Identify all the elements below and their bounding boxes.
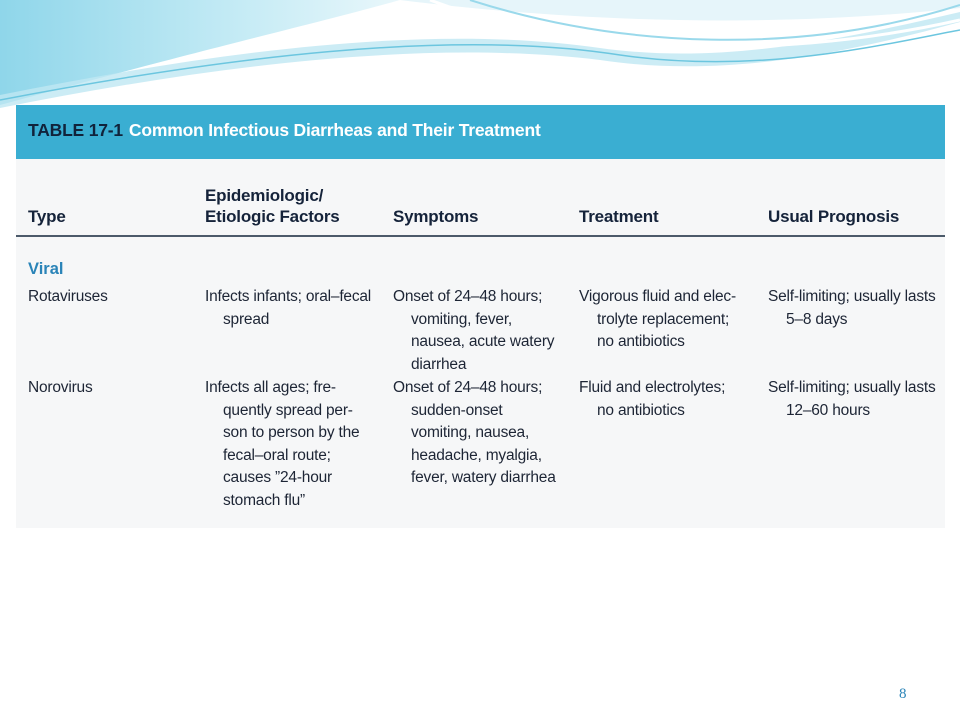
header-factors-line-2: Etiologic Factors (205, 207, 340, 226)
table-label: TABLE 17-1 (28, 120, 123, 140)
row-2-factors-line: fecal–oral route; (223, 446, 331, 464)
table-title-text: Common Infectious Diarrheas and Their Treatment (128, 120, 541, 140)
row-1-factors (205, 286, 371, 331)
header-symptoms: Symptoms (393, 207, 479, 226)
row-1-prognosis-line: 5–8 days (786, 310, 848, 328)
row-2-prognosis-line: 12–60 hours (786, 401, 870, 419)
row-1-factors-line: spread (223, 310, 270, 328)
row-2-treatment-line: no antibiotics (597, 401, 685, 419)
header-treatment: Treatment (579, 207, 659, 226)
row-2-factors-line: quently spread per- (223, 401, 353, 419)
row-1-type: Rotaviruses (28, 288, 108, 305)
row-1-symptoms-line: Onset of 24–48 hours; (393, 288, 543, 305)
header-type: Type (28, 207, 66, 226)
row-1-symptoms-line: diarrhea (411, 355, 467, 373)
row-1-symptoms (393, 286, 554, 376)
row-2-factors-line: Infects all ages; fre- (205, 379, 336, 396)
row-2-symptoms-line: vomiting, nausea, (411, 424, 530, 441)
row-2-symptoms-line: Onset of 24–48 hours; (393, 379, 543, 396)
row-2-symptoms-line: fever, watery diarrhea (411, 469, 556, 486)
table-title-bar (16, 105, 945, 159)
row-2-factors-line: son to person by the (223, 424, 360, 441)
section-label-viral: Viral (28, 260, 64, 278)
header-swoosh-decoration (0, 0, 960, 110)
header-factors (205, 185, 340, 227)
row-2-treatment-line: Fluid and electrolytes; (579, 379, 726, 396)
row-2-type: Norovirus (28, 379, 93, 396)
row-2-factors-line: stomach flu” (223, 491, 306, 509)
row-2-symptoms (393, 377, 556, 490)
header-divider (16, 235, 945, 237)
row-1-prognosis (768, 286, 936, 331)
row-1-treatment-line: no antibiotics (597, 333, 685, 350)
header-prognosis: Usual Prognosis (768, 207, 900, 226)
row-2-prognosis (768, 377, 936, 422)
row-1-treatment-line: trolyte replacement; (597, 310, 730, 328)
row-1-treatment-line: Vigorous fluid and elec- (579, 288, 736, 305)
row-2-factors-line: causes ”24-hour (223, 469, 333, 486)
row-1-treatment (579, 286, 736, 354)
row-1-factors-line: Infects infants; oral–fecal (205, 288, 372, 305)
table-title (28, 120, 541, 141)
row-1-symptoms-line: vomiting, fever, (411, 310, 513, 328)
page-number: 8 (899, 686, 907, 702)
row-1-prognosis-line: Self-limiting; usually lasts (768, 288, 936, 305)
diarrhea-table (16, 105, 945, 528)
row-2-symptoms-line: sudden-onset (411, 401, 503, 419)
header-factors-line-1: Epidemiologic/ (205, 186, 324, 205)
row-2-prognosis-line: Self-limiting; usually lasts (768, 379, 936, 396)
row-1-symptoms-line: nausea, acute watery (411, 333, 555, 350)
row-2-factors (205, 377, 359, 512)
row-2-treatment (579, 377, 725, 422)
row-2-symptoms-line: headache, myalgia, (411, 446, 542, 464)
